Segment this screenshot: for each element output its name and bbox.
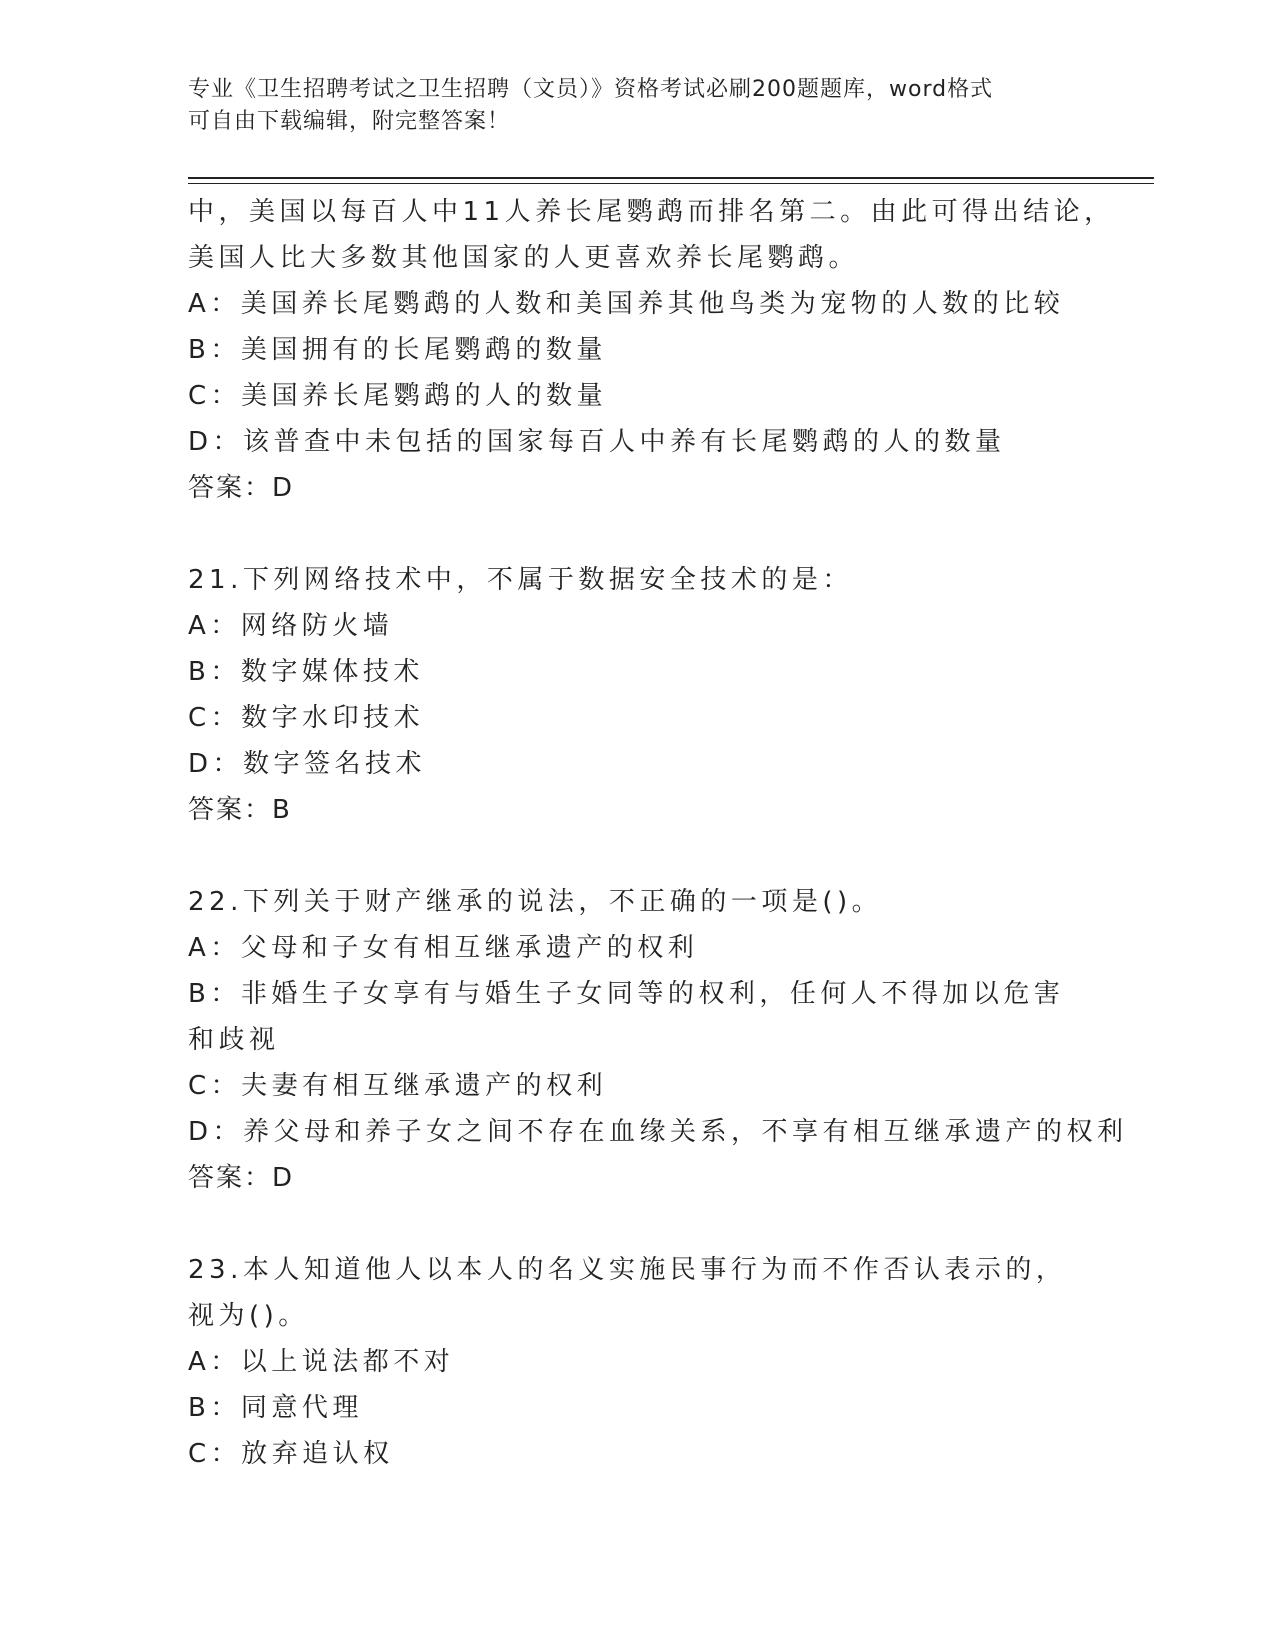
question-21-option-d: D：数字签名技术 bbox=[188, 749, 427, 779]
question-gap bbox=[188, 833, 1088, 879]
question-22-option-b: B：非婚生子女享有与婚生子女同等的权利，任何人不得加以危害和歧视 bbox=[188, 979, 1065, 1055]
question-21-answer: 答案：B bbox=[188, 795, 292, 825]
header-title-line-2: 可自由下载编辑，附完整答案！ bbox=[188, 109, 511, 134]
question-23-option-a: A：以上说法都不对 bbox=[188, 1347, 455, 1377]
question-23 bbox=[188, 1247, 1088, 1477]
question-gap bbox=[188, 511, 1088, 557]
header-rule-thin bbox=[188, 183, 1154, 184]
question-23-stem: 23.本人知道他人以本人的名义实施民事行为而不作否认表示的，视为()。 bbox=[188, 1255, 1067, 1331]
question-21 bbox=[188, 557, 1088, 833]
question-20-answer: 答案：D bbox=[188, 473, 295, 503]
question-21-option-c: C：数字水印技术 bbox=[188, 703, 425, 733]
page-header bbox=[188, 74, 1088, 138]
question-23-option-b: B：同意代理 bbox=[188, 1393, 363, 1423]
question-22-option-d: D：养父母和养子女之间不存在血缘关系，不享有相互继承遗产的权利 bbox=[188, 1117, 1128, 1147]
question-22-answer: 答案：D bbox=[188, 1163, 295, 1193]
question-22-option-c: C：夫妻有相互继承遗产的权利 bbox=[188, 1071, 608, 1101]
question-20-option-d: D：该普查中未包括的国家每百人中养有长尾鹦鹉的人的数量 bbox=[188, 427, 1006, 457]
question-21-option-b: B：数字媒体技术 bbox=[188, 657, 424, 687]
question-22-option-a: A：父母和子女有相互继承遗产的权利 bbox=[188, 933, 699, 963]
question-20-stem-line-2: 美国人比大多数其他国家的人更喜欢养长尾鹦鹉。 bbox=[188, 243, 860, 273]
header-title-line-1: 专业《卫生招聘考试之卫生招聘（文员）》资格考试必刷200题题库，word格式 bbox=[188, 77, 994, 102]
question-20-option-b: B：美国拥有的长尾鹦鹉的数量 bbox=[188, 335, 607, 365]
question-20-option-c: C：美国养长尾鹦鹉的人的数量 bbox=[188, 381, 608, 411]
question-content bbox=[188, 189, 1128, 1477]
question-23-option-c: C：放弃追认权 bbox=[188, 1439, 394, 1469]
question-22-stem: 22.下列关于财产继承的说法，不正确的一项是()。 bbox=[188, 887, 883, 917]
header-rule-thick bbox=[188, 177, 1154, 179]
question-20-option-a: A：美国养长尾鹦鹉的人数和美国养其他鸟类为宠物的人数的比较 bbox=[188, 289, 1065, 319]
question-22 bbox=[188, 879, 1128, 1201]
question-20-stem-line-1: 中，美国以每百人中11人养长尾鹦鹉而排名第二。由此可得出结论， bbox=[188, 197, 1115, 227]
question-gap bbox=[188, 1201, 1088, 1247]
question-21-option-a: A：网络防火墙 bbox=[188, 611, 394, 641]
question-20 bbox=[188, 189, 1115, 511]
question-21-stem: 21.下列网络技术中，不属于数据安全技术的是： bbox=[188, 565, 853, 595]
